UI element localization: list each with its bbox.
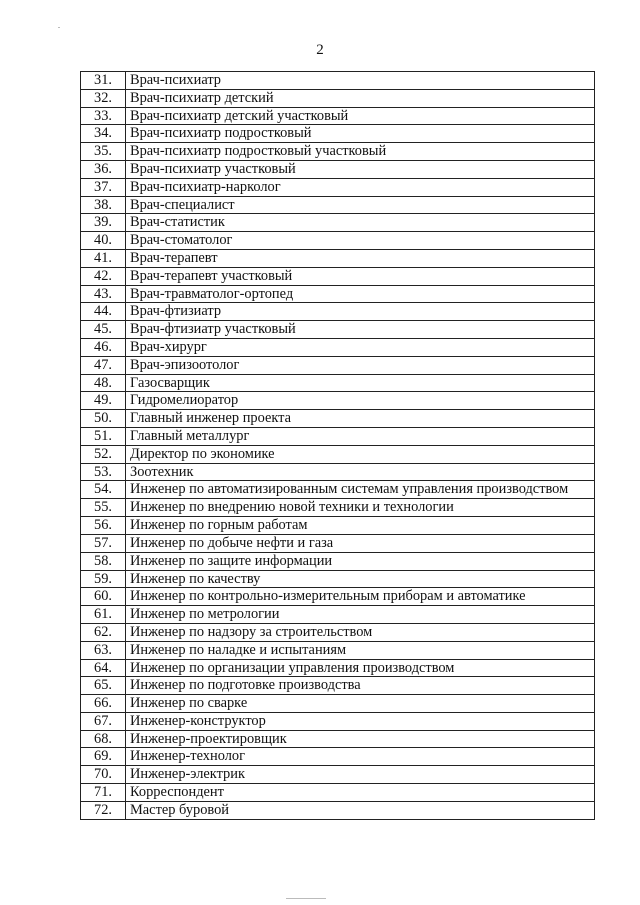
profession-name: Врач-терапевт — [126, 249, 595, 267]
scan-mark-top-left — [58, 27, 60, 28]
profession-name: Инженер по надзору за строительством — [126, 623, 595, 641]
profession-name: Врач-травматолог-ортопед — [126, 285, 595, 303]
profession-name: Врач-стоматолог — [126, 232, 595, 250]
table-row — [81, 427, 595, 445]
row-number: 51. — [81, 427, 126, 445]
row-number: 56. — [81, 517, 126, 535]
table-row — [81, 125, 595, 143]
row-number: 37. — [81, 178, 126, 196]
table-row — [81, 160, 595, 178]
profession-name: Инженер по наладке и испытаниям — [126, 641, 595, 659]
row-number: 61. — [81, 606, 126, 624]
table-row — [81, 730, 595, 748]
table-row — [81, 588, 595, 606]
profession-name: Мастер буровой — [126, 801, 595, 819]
profession-name: Инженер по контрольно-измерительным приборам и автоматике — [126, 588, 595, 606]
profession-name: Инженер-конструктор — [126, 712, 595, 730]
row-number: 53. — [81, 463, 126, 481]
profession-name: Врач-психиатр — [126, 72, 595, 90]
profession-name: Инженер-технолог — [126, 748, 595, 766]
table-row — [81, 517, 595, 535]
table-row — [81, 552, 595, 570]
row-number: 72. — [81, 801, 126, 819]
row-number: 68. — [81, 730, 126, 748]
table-row — [81, 801, 595, 819]
profession-name: Главный инженер проекта — [126, 410, 595, 428]
table-row — [81, 267, 595, 285]
table-row — [81, 463, 595, 481]
profession-name: Врач-психиатр-нарколог — [126, 178, 595, 196]
table-row — [81, 72, 595, 90]
table-row — [81, 321, 595, 339]
table-row — [81, 338, 595, 356]
profession-table-body — [81, 72, 595, 820]
table-row — [81, 249, 595, 267]
profession-name: Инженер по сварке — [126, 695, 595, 713]
row-number: 67. — [81, 712, 126, 730]
row-number: 59. — [81, 570, 126, 588]
profession-name: Инженер по защите информации — [126, 552, 595, 570]
row-number: 54. — [81, 481, 126, 499]
row-number: 33. — [81, 107, 126, 125]
profession-name: Врач-психиатр детский — [126, 89, 595, 107]
row-number: 65. — [81, 677, 126, 695]
row-number: 55. — [81, 499, 126, 517]
row-number: 36. — [81, 160, 126, 178]
row-number: 71. — [81, 784, 126, 802]
row-number: 41. — [81, 249, 126, 267]
profession-name: Врач-хирург — [126, 338, 595, 356]
table-row — [81, 178, 595, 196]
profession-name: Врач-психиатр подростковый — [126, 125, 595, 143]
profession-name: Врач-статистик — [126, 214, 595, 232]
table-row — [81, 570, 595, 588]
table-row — [81, 623, 595, 641]
row-number: 38. — [81, 196, 126, 214]
row-number: 70. — [81, 766, 126, 784]
table-row — [81, 481, 595, 499]
profession-name: Корреспондент — [126, 784, 595, 802]
table-row — [81, 392, 595, 410]
page-number: 2 — [316, 42, 324, 58]
row-number: 46. — [81, 338, 126, 356]
row-number: 57. — [81, 534, 126, 552]
table-row — [81, 410, 595, 428]
profession-name: Инженер по горным работам — [126, 517, 595, 535]
row-number: 40. — [81, 232, 126, 250]
profession-name: Врач-фтизиатр участковый — [126, 321, 595, 339]
table-row — [81, 374, 595, 392]
table-row — [81, 641, 595, 659]
profession-name: Врач-психиатр детский участковый — [126, 107, 595, 125]
profession-name: Инженер по добыче нефти и газа — [126, 534, 595, 552]
table-row — [81, 677, 595, 695]
profession-name: Гидромелиоратор — [126, 392, 595, 410]
profession-name: Зоотехник — [126, 463, 595, 481]
row-number: 62. — [81, 623, 126, 641]
row-number: 69. — [81, 748, 126, 766]
row-number: 58. — [81, 552, 126, 570]
table-row — [81, 89, 595, 107]
table-row — [81, 606, 595, 624]
row-number: 63. — [81, 641, 126, 659]
table-row — [81, 107, 595, 125]
profession-table — [80, 71, 595, 820]
row-number: 66. — [81, 695, 126, 713]
profession-name: Врач-психиатр подростковый участковый — [126, 143, 595, 161]
profession-name: Главный металлург — [126, 427, 595, 445]
row-number: 60. — [81, 588, 126, 606]
table-row — [81, 712, 595, 730]
table-row — [81, 499, 595, 517]
table-row — [81, 659, 595, 677]
row-number: 50. — [81, 410, 126, 428]
table-row — [81, 695, 595, 713]
profession-name: Инженер по подготовке производства — [126, 677, 595, 695]
row-number: 47. — [81, 356, 126, 374]
table-row — [81, 748, 595, 766]
row-number: 31. — [81, 72, 126, 90]
profession-name: Врач-психиатр участковый — [126, 160, 595, 178]
table-row — [81, 784, 595, 802]
row-number: 32. — [81, 89, 126, 107]
profession-name: Директор по экономике — [126, 445, 595, 463]
profession-name: Инженер по автоматизированным системам управления производством — [126, 481, 595, 499]
profession-name: Инженер-электрик — [126, 766, 595, 784]
table-row — [81, 285, 595, 303]
profession-name: Врач-терапевт участковый — [126, 267, 595, 285]
row-number: 35. — [81, 143, 126, 161]
profession-name: Инженер по внедрению новой техники и технологии — [126, 499, 595, 517]
table-row — [81, 196, 595, 214]
table-row — [81, 214, 595, 232]
profession-name: Инженер по организации управления производством — [126, 659, 595, 677]
table-row — [81, 232, 595, 250]
table-row — [81, 356, 595, 374]
row-number: 52. — [81, 445, 126, 463]
table-row — [81, 303, 595, 321]
table-row — [81, 143, 595, 161]
row-number: 48. — [81, 374, 126, 392]
profession-name: Инженер по метрологии — [126, 606, 595, 624]
profession-name: Врач-фтизиатр — [126, 303, 595, 321]
profession-name: Газосварщик — [126, 374, 595, 392]
row-number: 43. — [81, 285, 126, 303]
row-number: 64. — [81, 659, 126, 677]
profession-name: Инженер-проектировщик — [126, 730, 595, 748]
row-number: 44. — [81, 303, 126, 321]
row-number: 45. — [81, 321, 126, 339]
table-row — [81, 766, 595, 784]
row-number: 34. — [81, 125, 126, 143]
row-number: 49. — [81, 392, 126, 410]
profession-name: Врач-эпизоотолог — [126, 356, 595, 374]
row-number: 39. — [81, 214, 126, 232]
profession-name: Врач-специалист — [126, 196, 595, 214]
scan-mark-bottom — [286, 898, 326, 899]
row-number: 42. — [81, 267, 126, 285]
profession-name: Инженер по качеству — [126, 570, 595, 588]
table-row — [81, 445, 595, 463]
table-row — [81, 534, 595, 552]
